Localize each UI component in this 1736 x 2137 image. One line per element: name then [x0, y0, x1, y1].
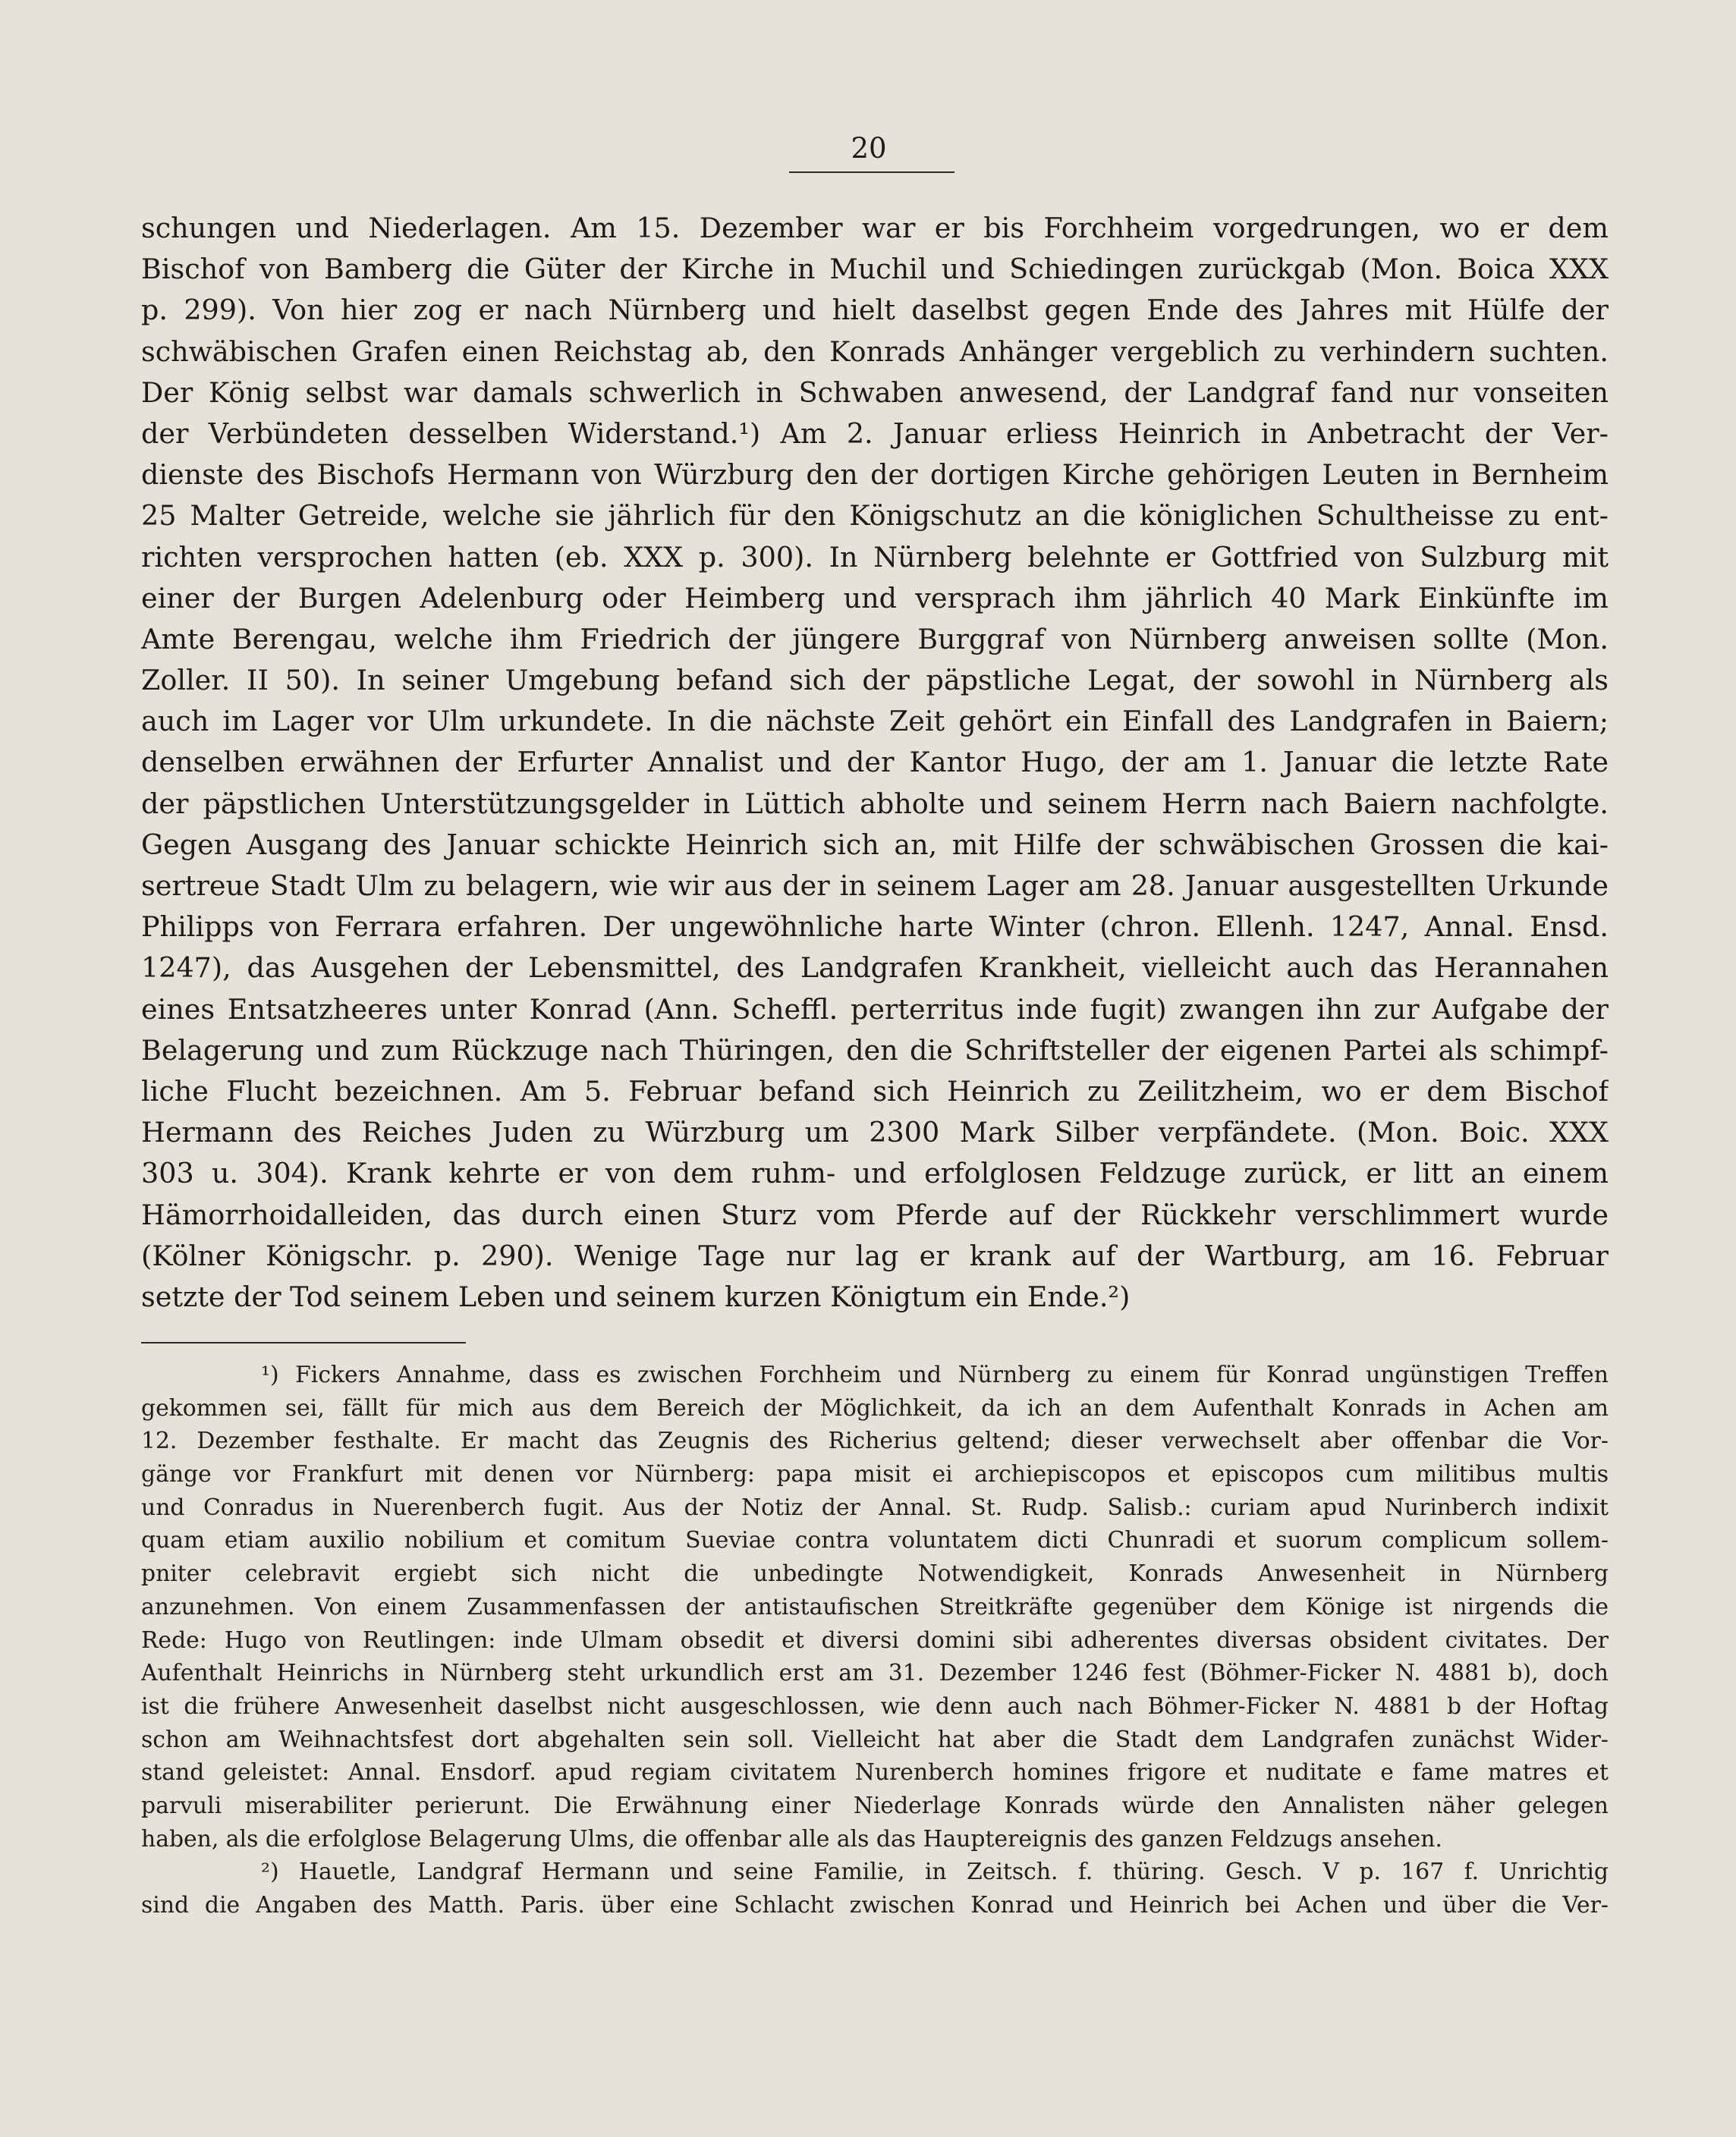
footnote-line: anzunehmen. Von einem Zusammenfassen der antistaufischen Streitkräfte gegenüber dem Könige ist nirgends die — [141, 1593, 1609, 1620]
footnote-line: sind die Angaben des Matth. Paris. über eine Schlacht zwischen Konrad und Heinrich bei Achen und über die Ver- — [141, 1892, 1609, 1919]
text-line: eines Entsatzheeres unter Konrad (Ann. Scheffl. perterritus inde fugit) zwangen ihn zur Aufgabe der — [141, 992, 1609, 1026]
footnote-line: ²) Hauetle, Landgraf Hermann und seine Familie, in Zeitsch. f. thüring. Gesch. V p. 167 f. Unrichtig — [261, 1859, 1609, 1886]
footnote-line: gekommen sei, fällt für mich aus dem Bereich der Möglichkeit, da ich an dem Aufenthalt Konrads in Achen am — [141, 1394, 1609, 1422]
text-line: Belagerung und zum Rückzuge nach Thüringen, den die Schriftsteller der eigenen Partei als schimpf- — [141, 1033, 1609, 1067]
footnote-line: gänge vor Frankfurt mit denen vor Nürnberg: papa misit ei archiepiscopos et episcopos cum militibus multis — [141, 1461, 1609, 1488]
footnote-line: Rede: Hugo von Reutlingen: inde Ulmam obsedit et diversi domini sibi adherentes diversas obsident civitates. Der — [141, 1626, 1609, 1654]
text-line: Hämorrhoidalleiden, das durch einen Sturz vom Pferde auf der Rückkehr verschlimmert wurde — [141, 1198, 1609, 1231]
text-line: Philipps von Ferrara erfahren. Der ungewöhnliche harte Winter (chron. Ellenh. 1247, Annal. Ensd. — [141, 910, 1609, 944]
text-line: Zoller. II 50). In seiner Umgebung befand sich der päpstliche Legat, der sowohl in Nürnberg als — [141, 664, 1609, 697]
footnotes-block — [141, 1359, 1609, 1922]
text-line: Hermann des Reiches Juden zu Würzburg um 2300 Mark Silber verpfändete. (Mon. Boic. XXX — [141, 1116, 1609, 1149]
text-line: liche Flucht bezeichnen. Am 5. Februar befand sich Heinrich zu Zeilitzheim, wo er dem Bischof — [141, 1074, 1609, 1108]
text-line: p. 299). Von hier zog er nach Nürnberg und hielt daselbst gegen Ende des Jahres mit Hülfe der — [141, 294, 1609, 327]
text-line: 303 u. 304). Krank kehrte er von dem ruhm- und erfolglosen Feldzuge zurück, er litt an einem — [141, 1157, 1609, 1190]
text-line: 1247), das Ausgehen der Lebensmittel, des Landgrafen Krankheit, vielleicht auch das Herannahen — [141, 951, 1609, 985]
main-text-block — [141, 208, 1609, 1318]
footnote-line: schon am Weihnachtsfest dort abgehalten sein soll. Vielleicht hat aber die Stadt dem Landgrafen zunächst Wider- — [141, 1726, 1609, 1753]
footnote-rule — [141, 1342, 466, 1343]
text-line: der Verbündeten desselben Widerstand.¹) Am 2. Januar erliess Heinrich in Anbetracht der Ver- — [141, 416, 1609, 450]
text-line: sertreue Stadt Ulm zu belagern, wie wir aus der in seinem Lager am 28. Januar ausgestellten Urkunde — [141, 869, 1609, 902]
footnote-line: quam etiam auxilio nobilium et comitum Sueviae contra voluntatem dicti Chunradi et suorum complicum sollem- — [141, 1527, 1609, 1554]
text-line: setzte der Tod seinem Leben und seinem kurzen Königtum ein Ende.²) — [141, 1280, 1131, 1313]
header-rule — [789, 171, 954, 173]
text-line: 25 Malter Getreide, welche sie jährlich für den Königschutz an die königlichen Schultheisse zu ent- — [141, 499, 1609, 533]
footnote-line: stand geleistet: Annal. Ensdorf. apud regiam civitatem Nurenberch homines frigore et nuditate e fame matres et — [141, 1759, 1609, 1787]
footnote-line: pniter celebravit ergiebt sich nicht die unbedingte Notwendigkeit, Konrads Anwesenheit in Nürnberg — [141, 1560, 1609, 1588]
footnote-line: ¹) Fickers Annahme, dass es zwischen Forchheim und Nürnberg zu einem für Konrad ungünstigen Treffen — [261, 1362, 1609, 1388]
footnote-line: haben, als die erfolglose Belagerung Ulms, die offenbar alle als das Hauptereignis des ganzen Feldzugs ansehen. — [141, 1825, 1442, 1853]
text-line: auch im Lager vor Ulm urkundete. In die nächste Zeit gehört ein Einfall des Landgrafen in Baiern; — [141, 705, 1609, 738]
text-line: Der König selbst war damals schwerlich in Schwaben anwesend, der Landgraf fand nur vonseiten — [141, 376, 1609, 409]
text-line: schungen und Niederlagen. Am 15. Dezember war er bis Forchheim vorgedrungen, wo er dem — [141, 212, 1609, 244]
page-number: 20 — [851, 132, 887, 165]
footnote-line: parvuli miserabiliter perierunt. Die Erwähnung einer Niederlage Konrads würde den Annalisten näher gelegen — [141, 1792, 1609, 1819]
footnote-2 — [141, 1856, 1609, 1922]
text-line: schwäbischen Grafen einen Reichstag ab, den Konrads Anhänger vergeblich zu verhindern suchten. — [141, 335, 1609, 368]
text-line: richten versprochen hatten (eb. XXX p. 300). In Nürnberg belehnte er Gottfried von Sulzburg mit — [141, 540, 1609, 574]
text-line: Bischof von Bamberg die Güter der Kirche in Muchil und Schiedingen zurückgab (Mon. Boica XXX — [141, 253, 1609, 286]
footnote-1 — [141, 1359, 1609, 1856]
footnote-line: und Conradus in Nuerenberch fugit. Aus der Notiz der Annal. St. Rudp. Salisb.: curiam apud Nurinberch indixit — [141, 1494, 1609, 1521]
footnote-line: Aufenthalt Heinrichs in Nürnberg steht urkundlich erst am 31. Dezember 1246 fest (Böhmer-Ficker N. 4881 b), doch — [141, 1660, 1609, 1687]
text-line: Gegen Ausgang des Januar schickte Heinrich sich an, mit Hilfe der schwäbischen Grossen die kai- — [141, 828, 1609, 861]
text-line: dienste des Bischofs Hermann von Würzburg den der dortigen Kirche gehörigen Leuten in Bernheim — [141, 458, 1609, 492]
text-line: (Kölner Königschr. p. 290). Wenige Tage nur lag er krank auf der Wartburg, am 16. Februar — [141, 1239, 1609, 1272]
footnote-line: 12. Dezember festhalte. Er macht das Zeugnis des Richerius geltend; dieser verwechselt aber offenbar die Vor- — [141, 1428, 1609, 1455]
text-line: der päpstlichen Unterstützungsgelder in Lüttich abholte und seinem Herrn nach Baiern nachfolgte. — [141, 787, 1609, 820]
footnote-line: ist die frühere Anwesenheit daselbst nicht ausgeschlossen, wie denn auch nach Böhmer-Ficker N. 4881 b der Hoftag — [141, 1692, 1609, 1720]
text-line: denselben erwähnen der Erfurter Annalist und der Kantor Hugo, der am 1. Januar die letzte Rate — [141, 746, 1609, 779]
text-line: Amte Berengau, welche ihm Friedrich der jüngere Burggraf von Nürnberg anweisen sollte (Mon. — [141, 622, 1609, 655]
text-line: einer der Burgen Adelenburg oder Heimberg und versprach ihm jährlich 40 Mark Einkünfte im — [141, 581, 1609, 614]
